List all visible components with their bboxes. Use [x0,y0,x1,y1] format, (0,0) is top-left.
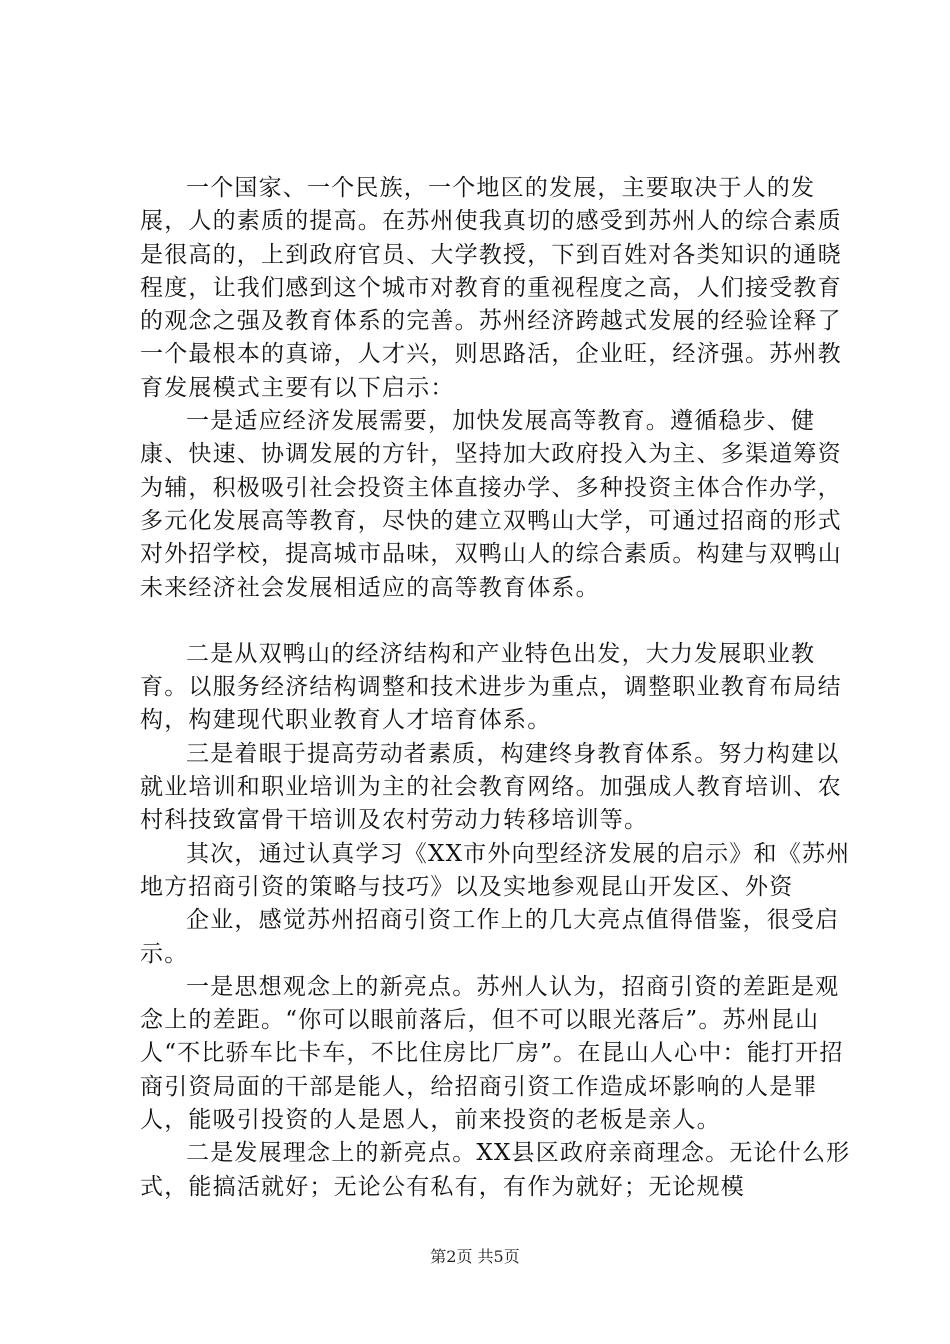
paragraph-8: 二是发展理念上的新亮点。XX县区政府亲商理念。无论什么形式，能搞活就好；无论公有私有，有作为就好；无论规模 [140,1140,851,1200]
paragraph-spacer [140,605,860,638]
body-text [140,172,860,1204]
paragraph-2: 一是适应经济发展需要，加快发展高等教育。遵循稳步、健康、快速、协调发展的方针，坚持加大政府投入为主、多渠道筹资为辅，积极吸引社会投资主体直接办学、多种投资主体合作办学，多元化发展高等教育，尽快的建立双鸭山大学，可通过招商的形式对外招学校，提高城市品味，双鸭山人的综合素质。构建与双鸭山未来经济社会发展相适应的高等教育体系。 [140,408,842,601]
paragraph-1: 一个国家、一个民族，一个地区的发展，主要取决于人的发展，人的素质的提高。在苏州使我真切的感受到苏州人的综合素质是很高的，上到政府官员、大学教授，下到百姓对各类知识的通晓程度，让我们感到这个城市对教育的重视程度之高，人们接受教育的观念之强及教育体系的完善。苏州经济跨越式发展的经验诠释了一个最根本的真谛，人才兴，则思路活，企业旺，经济强。苏州教育发展模式主要有以下启示： [140,175,842,401]
page-footer: 第2页 共5页 [430,1247,520,1266]
paragraph-6: 企业，感觉苏州招商引资工作上的几大亮点值得借鉴，很受启示。 [140,907,840,967]
paragraph-4: 三是着眼于提高劳动者素质，构建终身教育体系。努力构建以就业培训和职业培训为主的社会教育网络。加强成人教育培训、农村科技致富骨干培训及农村劳动力转移培训等。 [140,740,842,834]
paragraph-7: 一是思想观念上的新亮点。苏州人认为，招商引资的差距是观念上的差距。“你可以眼前落后，但不可以眼光落后”。苏州昆山人“不比骄车比卡车，不比住房比厂房”。在昆山人心中：能打开招商引资局面的干部是能人，给招商引资工作造成坏影响的人是罪人，能吸引投资的人是恩人，前来投资的老板是亲人。 [140,973,844,1134]
paragraph-3: 二是从双鸭山的经济结构和产业特色出发，大力发展职业教育。以服务经济结构调整和技术进步为重点，调整职业教育布局结构，构建现代职业教育人才培育体系。 [140,640,842,734]
paragraph-5: 其次，通过认真学习《XX市外向型经济发展的启示》和《苏州地方招商引资的策略与技巧》以及实地参观昆山开发区、外资 [140,840,851,900]
